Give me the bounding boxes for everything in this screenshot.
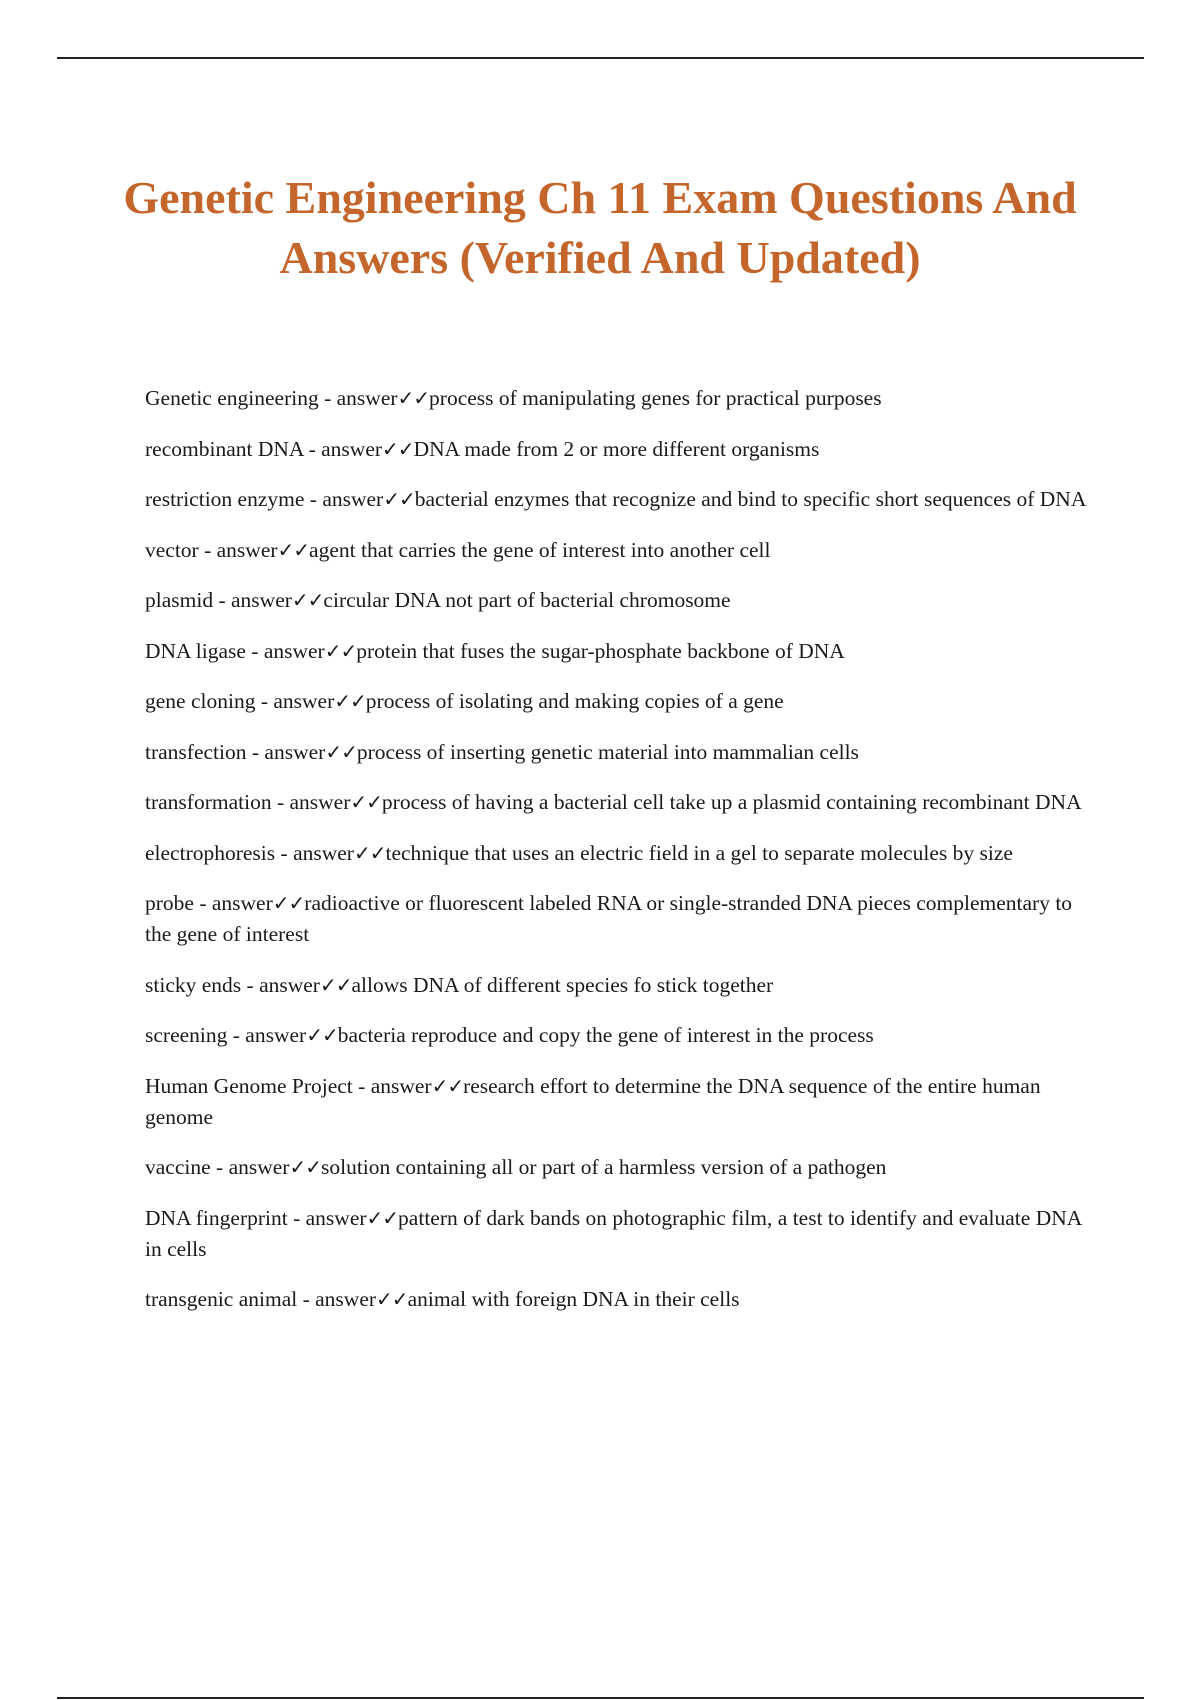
qa-entry: [145, 636, 1093, 667]
qa-entry: [145, 585, 1093, 616]
qa-term: Genetic engineering: [145, 386, 319, 410]
double-check-icon: ✓✓: [431, 1073, 464, 1098]
qa-entry: [145, 535, 1093, 566]
qa-definition: circular DNA not part of bacterial chromosome: [323, 588, 731, 612]
qa-term: probe: [145, 891, 194, 915]
qa-entry: [145, 787, 1093, 818]
answer-separator: - answer: [255, 689, 335, 713]
answer-separator: - answer: [318, 386, 398, 410]
answer-separator: - answer: [275, 840, 354, 865]
double-check-icon: ✓✓: [291, 588, 324, 612]
bottom-rule: [57, 1697, 1144, 1699]
double-check-icon: ✓✓: [366, 1205, 399, 1230]
qa-term: Human Genome Project: [145, 1073, 353, 1098]
answer-separator: - answer: [271, 790, 351, 814]
qa-entry: [145, 1152, 1093, 1183]
qa-term: plasmid: [145, 588, 214, 612]
double-check-icon: ✓✓: [324, 638, 357, 663]
qa-entry: [145, 838, 1093, 869]
double-check-icon: ✓✓: [334, 689, 366, 713]
answer-separator: - answer: [198, 537, 278, 562]
qa-definition: radioactive or fluorescent labeled RNA or single-stranded DNA pieces complementary to the gene of interest: [145, 891, 1078, 946]
qa-entry: [145, 686, 1093, 717]
qa-definition: pattern of dark bands on photographic film, a test to identify and evaluate DNA in cells: [145, 1205, 1087, 1261]
double-check-icon: ✓✓: [353, 840, 386, 865]
double-check-icon: ✓✓: [325, 739, 357, 764]
qa-definition: agent that carries the gene of interest into another cell: [309, 537, 771, 562]
qa-entry: [145, 434, 1093, 465]
qa-term: DNA ligase: [145, 638, 246, 663]
double-check-icon: ✓✓: [289, 1155, 321, 1179]
qa-definition: protein that fuses the sugar-phosphate backbone of DNA: [356, 638, 845, 663]
qa-term: transformation: [145, 790, 272, 814]
qa-term: gene cloning: [145, 689, 256, 713]
qa-entry: [145, 1203, 1093, 1265]
qa-term: DNA fingerprint: [145, 1205, 288, 1230]
qa-definition: research effort to determine the DNA sequence of the entire human genome: [145, 1073, 1046, 1129]
double-check-icon: ✓✓: [397, 386, 430, 410]
answer-separator: - answer: [245, 638, 325, 663]
qa-entry: [145, 888, 1093, 950]
double-check-icon: ✓✓: [272, 891, 305, 915]
double-check-icon: ✓✓: [319, 972, 352, 997]
qa-definition: solution containing all or part of a harmless version of a pathogen: [320, 1155, 887, 1179]
qa-term: transfection: [145, 739, 247, 764]
answer-separator: - answer: [227, 1023, 307, 1047]
qa-entry: [145, 484, 1093, 515]
qa-definition: process of having a bacterial cell take up a plasmid containing recombinant DNA: [381, 790, 1082, 814]
qa-entry: [145, 737, 1093, 768]
qa-term: sticky ends: [145, 972, 242, 997]
qa-term: vaccine: [145, 1155, 211, 1179]
answer-separator: - answer: [287, 1205, 367, 1230]
answer-separator: - answer: [304, 487, 384, 511]
top-rule: [57, 57, 1144, 59]
qa-term: vector: [145, 537, 199, 562]
answer-separator: - answer: [241, 972, 320, 997]
qa-definition: bacterial enzymes that recognize and bind to specific short sequences of DNA: [414, 487, 1087, 511]
double-check-icon: ✓✓: [350, 790, 382, 814]
answer-separator: - answer: [297, 1287, 377, 1311]
qa-term: recombinant DNA: [145, 436, 304, 461]
double-check-icon: ✓✓: [382, 436, 414, 461]
answer-separator: - answer: [210, 1155, 290, 1179]
qa-term: restriction enzyme: [145, 487, 305, 511]
answer-separator: - answer: [303, 436, 383, 461]
qa-list: [145, 383, 1093, 1335]
qa-entry: [145, 1020, 1093, 1051]
qa-definition: process of inserting genetic material into mammalian cells: [356, 739, 859, 764]
qa-definition: bacteria reproduce and copy the gene of interest in the process: [337, 1023, 874, 1047]
answer-separator: - answer: [193, 891, 273, 915]
qa-entry: [145, 970, 1093, 1001]
qa-definition: allows DNA of different species fo stick together: [351, 972, 774, 997]
document-title: Genetic Engineering Ch 11 Exam Questions And Answers (Verified And Updated): [123, 172, 1077, 283]
qa-entry: [145, 383, 1093, 414]
qa-definition: animal with foreign DNA in their cells: [407, 1287, 740, 1311]
qa-definition: process of manipulating genes for practical purposes: [429, 386, 882, 410]
double-check-icon: ✓✓: [277, 537, 310, 562]
double-check-icon: ✓✓: [306, 1023, 338, 1047]
qa-term: electrophoresis: [145, 840, 276, 865]
qa-definition: DNA made from 2 or more different organisms: [413, 436, 820, 461]
qa-term: screening: [145, 1023, 228, 1047]
qa-entry: [145, 1284, 1093, 1315]
answer-separator: - answer: [246, 739, 326, 764]
double-check-icon: ✓✓: [376, 1287, 408, 1311]
qa-entry: [145, 1071, 1093, 1133]
answer-separator: - answer: [352, 1073, 432, 1098]
double-check-icon: ✓✓: [383, 487, 415, 511]
answer-separator: - answer: [213, 588, 292, 612]
qa-definition: process of isolating and making copies of a gene: [365, 689, 784, 713]
qa-definition: technique that uses an electric field in a gel to separate molecules by size: [385, 840, 1013, 865]
qa-term: transgenic animal: [145, 1287, 298, 1311]
